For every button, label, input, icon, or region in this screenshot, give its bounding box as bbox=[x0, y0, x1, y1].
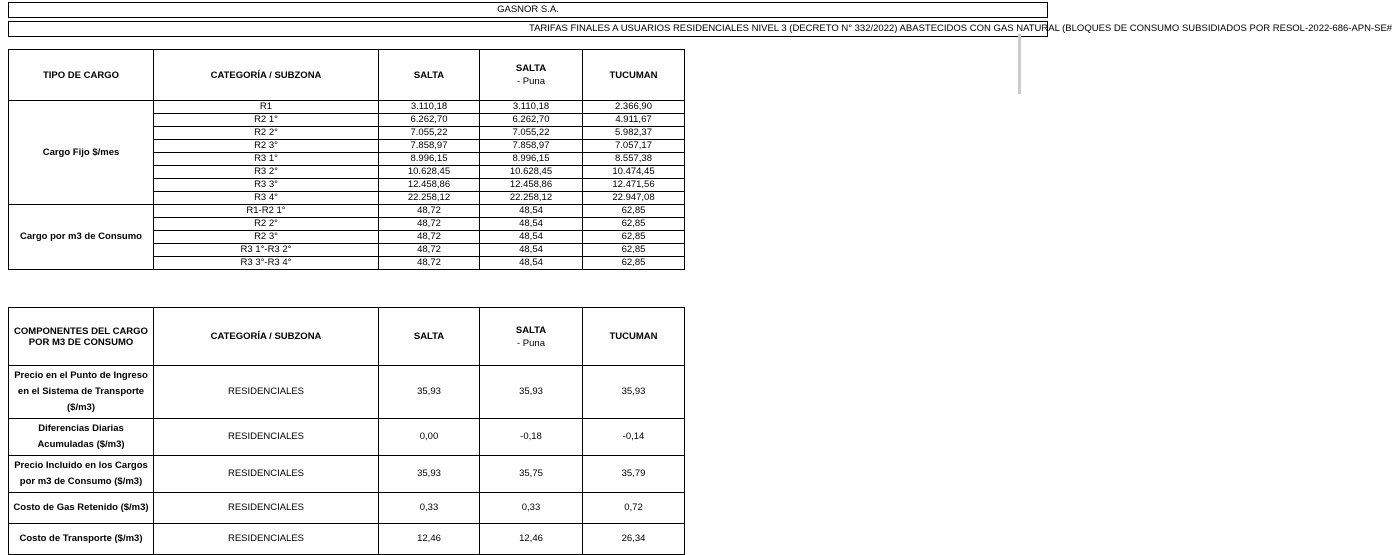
header-tucuman: TUCUMAN bbox=[583, 308, 685, 366]
table-row bbox=[9, 205, 685, 218]
cell-salta: 35,93 bbox=[379, 366, 480, 419]
cell-salta: 7.858,97 bbox=[379, 140, 480, 153]
table-header-row bbox=[9, 308, 685, 366]
cell-category: R1 bbox=[154, 101, 379, 114]
header-tucuman: TUCUMAN bbox=[583, 50, 685, 101]
header-tipo: TIPO DE CARGO bbox=[9, 50, 154, 101]
row-group-label: Cargo por m3 de Consumo bbox=[9, 205, 154, 270]
table-row bbox=[9, 493, 685, 524]
cell-tucuman: 62,85 bbox=[583, 231, 685, 244]
header-salta-puna-main: SALTA bbox=[515, 324, 547, 336]
header-categoria: CATEGORÍA / SUBZONA bbox=[154, 308, 379, 366]
header-salta-puna-main: SALTA bbox=[515, 63, 547, 74]
cell-category: R1-R2 1° bbox=[154, 205, 379, 218]
component-label: Costo de Transporte ($/m3) bbox=[9, 524, 154, 555]
cell-tucuman: 22.947,08 bbox=[583, 192, 685, 205]
cell-salta-puna: 35,75 bbox=[480, 456, 583, 493]
cell-salta: 0,33 bbox=[379, 493, 480, 524]
cell-category: R3 2° bbox=[154, 166, 379, 179]
table-row bbox=[9, 101, 685, 114]
header-componentes: COMPONENTES DEL CARGO POR M3 DE CONSUMO bbox=[9, 308, 154, 366]
header-salta-puna bbox=[480, 308, 583, 366]
cell-salta: 8.996,15 bbox=[379, 153, 480, 166]
header-salta: SALTA bbox=[379, 308, 480, 366]
cell-salta: 3.110,18 bbox=[379, 101, 480, 114]
cell-category: R3 4° bbox=[154, 192, 379, 205]
table-row bbox=[9, 456, 685, 493]
table-row bbox=[9, 419, 685, 456]
cell-salta-puna: 48,54 bbox=[480, 218, 583, 231]
cell-tucuman: 26,34 bbox=[583, 524, 685, 555]
cell-salta-puna: 7.858,97 bbox=[480, 140, 583, 153]
cell-category: RESIDENCIALES bbox=[154, 366, 379, 419]
cell-salta: 22.258,12 bbox=[379, 192, 480, 205]
component-label: Precio Incluido en los Cargos por m3 de Consumo ($/m3) bbox=[9, 456, 154, 493]
cell-salta-puna: 22.258,12 bbox=[480, 192, 583, 205]
cell-salta: 10.628,45 bbox=[379, 166, 480, 179]
component-label: Diferencias Diarias Acumuladas ($/m3) bbox=[9, 419, 154, 456]
cell-category: RESIDENCIALES bbox=[154, 456, 379, 493]
header-puna-sub: - Puna bbox=[517, 337, 545, 349]
cell-salta-puna: 48,54 bbox=[480, 244, 583, 257]
cell-tucuman: 8.557,38 bbox=[583, 153, 685, 166]
cell-tucuman: 62,85 bbox=[583, 244, 685, 257]
cell-tucuman: 35,93 bbox=[583, 366, 685, 419]
fixed-charges-table bbox=[8, 49, 685, 270]
cell-tucuman: 4.911,67 bbox=[583, 114, 685, 127]
cell-category: R3 1° bbox=[154, 153, 379, 166]
cell-category: R3 1°-R3 2° bbox=[154, 244, 379, 257]
cell-salta-puna: 8.996,15 bbox=[480, 153, 583, 166]
tariff-subtitle: TARIFAS FINALES A USUARIOS RESIDENCIALES NIVEL 3 (DECRETO N° 332/2022) ABASTECIDOS CON GAS NATURAL (BLOQUES DE CONSUMO SUBSIDIADOS POR RESOL-2022-686-APN-SE# bbox=[8, 21, 1048, 37]
scrollbar[interactable] bbox=[1015, 34, 1023, 94]
cell-tucuman: 62,85 bbox=[583, 205, 685, 218]
components-table bbox=[8, 307, 685, 555]
cell-salta: 48,72 bbox=[379, 218, 480, 231]
cell-tucuman: 35,79 bbox=[583, 456, 685, 493]
fixed-rows bbox=[9, 101, 685, 205]
cell-salta: 6.262,70 bbox=[379, 114, 480, 127]
component-rows bbox=[9, 366, 685, 555]
cell-salta-puna: 48,54 bbox=[480, 205, 583, 218]
cell-tucuman: 10.474,45 bbox=[583, 166, 685, 179]
cell-category: R3 3°-R3 4° bbox=[154, 257, 379, 270]
cell-tucuman: 5.982,37 bbox=[583, 127, 685, 140]
cell-tucuman: 62,85 bbox=[583, 257, 685, 270]
cell-salta: 35,93 bbox=[379, 456, 480, 493]
cell-salta-puna: 35,93 bbox=[480, 366, 583, 419]
cell-salta: 7.055,22 bbox=[379, 127, 480, 140]
cell-category: R2 2° bbox=[154, 218, 379, 231]
cell-tucuman: 0,72 bbox=[583, 493, 685, 524]
cell-category: R2 3° bbox=[154, 140, 379, 153]
cell-salta-puna: 48,54 bbox=[480, 231, 583, 244]
company-title: GASNOR S.A. bbox=[8, 2, 1048, 18]
cell-tucuman: 12.471,56 bbox=[583, 179, 685, 192]
cell-tucuman: 2.366,90 bbox=[583, 101, 685, 114]
cell-category: R2 3° bbox=[154, 231, 379, 244]
cell-salta-puna: 12.458,86 bbox=[480, 179, 583, 192]
cell-salta: 12,46 bbox=[379, 524, 480, 555]
row-group-label: Cargo Fijo $/mes bbox=[9, 101, 154, 205]
cell-category: R2 2° bbox=[154, 127, 379, 140]
cell-salta-puna: 0,33 bbox=[480, 493, 583, 524]
cell-tucuman: -0,14 bbox=[583, 419, 685, 456]
cell-salta: 48,72 bbox=[379, 231, 480, 244]
cell-salta-puna: 12,46 bbox=[480, 524, 583, 555]
cell-category: RESIDENCIALES bbox=[154, 493, 379, 524]
cell-salta-puna: -0,18 bbox=[480, 419, 583, 456]
header-puna-sub: - Puna bbox=[517, 76, 545, 87]
cell-salta-puna: 6.262,70 bbox=[480, 114, 583, 127]
cell-tucuman: 7.057,17 bbox=[583, 140, 685, 153]
header-categoria: CATEGORÍA / SUBZONA bbox=[154, 50, 379, 101]
cell-salta: 48,72 bbox=[379, 244, 480, 257]
header-salta-puna bbox=[480, 50, 583, 101]
cell-salta-puna: 10.628,45 bbox=[480, 166, 583, 179]
cell-salta: 0,00 bbox=[379, 419, 480, 456]
table-row bbox=[9, 524, 685, 555]
cell-salta: 48,72 bbox=[379, 205, 480, 218]
cell-salta-puna: 3.110,18 bbox=[480, 101, 583, 114]
header-salta: SALTA bbox=[379, 50, 480, 101]
cell-category: R2 1° bbox=[154, 114, 379, 127]
table-row bbox=[9, 366, 685, 419]
cell-category: R3 3° bbox=[154, 179, 379, 192]
component-label: Precio en el Punto de Ingreso en el Sistema de Transporte ($/m3) bbox=[9, 366, 154, 419]
cell-salta: 48,72 bbox=[379, 257, 480, 270]
cell-salta-puna: 48,54 bbox=[480, 257, 583, 270]
component-label: Costo de Gas Retenido ($/m3) bbox=[9, 493, 154, 524]
cell-category: RESIDENCIALES bbox=[154, 524, 379, 555]
table-header-row bbox=[9, 50, 685, 101]
cell-category: RESIDENCIALES bbox=[154, 419, 379, 456]
cell-tucuman: 62,85 bbox=[583, 218, 685, 231]
variable-rows bbox=[9, 205, 685, 270]
cell-salta: 12.458,86 bbox=[379, 179, 480, 192]
cell-salta-puna: 7.055,22 bbox=[480, 127, 583, 140]
